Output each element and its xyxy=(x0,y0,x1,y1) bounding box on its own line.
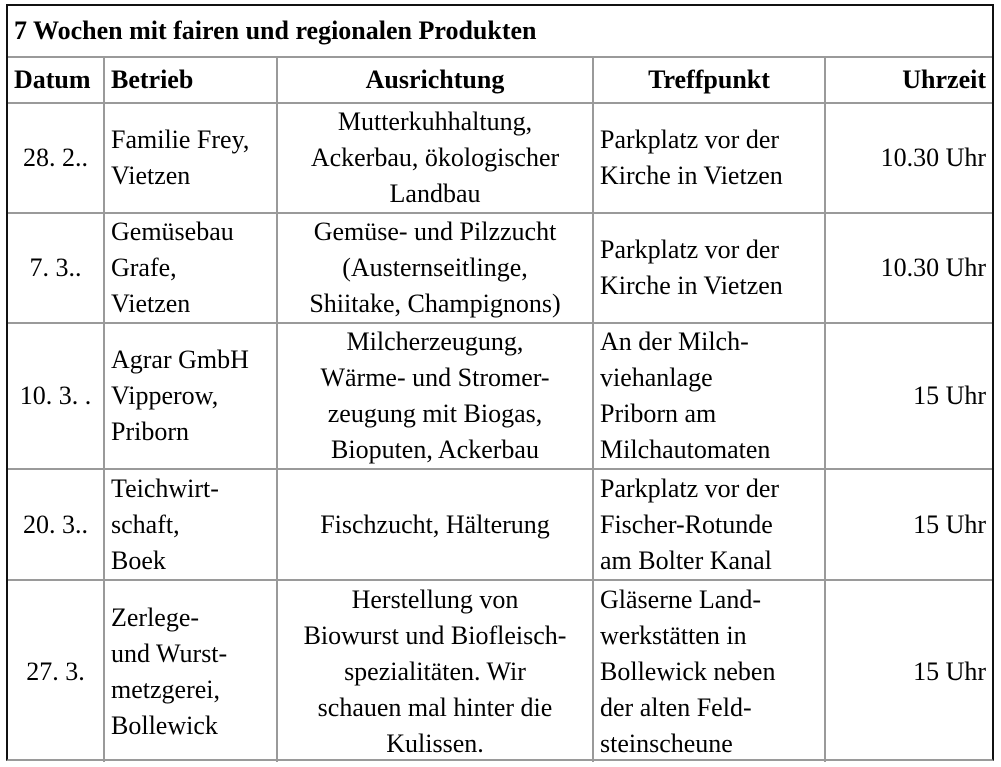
cell-line: Gemüsebau xyxy=(111,217,234,246)
table-title: 7 Wochen mit fairen und regionalen Produkten xyxy=(8,6,992,57)
cell-focus xyxy=(277,323,593,469)
cell-line: viehanlage xyxy=(600,363,713,392)
cell-line: Parkplatz vor der xyxy=(600,473,780,503)
cell-farm xyxy=(104,213,277,323)
cell-farm xyxy=(104,323,277,469)
table-header-row xyxy=(8,57,992,103)
cell-focus xyxy=(277,213,593,323)
cell-line: metzgerei, xyxy=(111,674,220,704)
cell-line: der alten Feld- xyxy=(600,692,752,722)
cell-date: 28. 2.. xyxy=(8,103,104,213)
cell-farm xyxy=(104,103,277,213)
header-farm: Betrieb xyxy=(104,57,277,103)
cell-line: Gemüse- und Pilzzucht xyxy=(313,217,557,246)
cell-line: Priborn xyxy=(111,417,189,446)
cell-line: Agrar GmbH xyxy=(111,345,249,374)
header-meeting-point: Treffpunkt xyxy=(593,57,825,103)
cell-time: 10.30 Uhr xyxy=(825,103,992,213)
cell-line: Kirche in Vietzen xyxy=(600,271,783,300)
table-row xyxy=(8,469,992,580)
cell-line: Teichwirt- xyxy=(111,473,219,503)
events-table xyxy=(8,6,992,762)
cell-date: 20. 3.. xyxy=(8,469,104,580)
cell-line: am Bolter Kanal xyxy=(600,545,772,575)
cell-line: werkstätten in xyxy=(600,620,747,650)
cell-line: Gläserne Land- xyxy=(600,584,761,614)
cell-line: Vietzen xyxy=(111,289,191,318)
cell-line: Mutterkuhhaltung, xyxy=(337,107,533,136)
cell-meeting-point xyxy=(593,323,825,469)
cell-line: schaft, xyxy=(111,509,180,539)
cell-line: Zerlege- xyxy=(111,602,200,632)
table-row xyxy=(8,580,992,762)
cell-time: 10.30 Uhr xyxy=(825,213,992,323)
cell-meeting-point xyxy=(593,213,825,323)
cell-farm xyxy=(104,469,277,580)
cell-focus xyxy=(277,103,593,213)
cell-focus xyxy=(277,580,593,762)
cell-line: Vietzen xyxy=(111,161,191,190)
cell-line: Kulissen. xyxy=(386,728,484,758)
cell-meeting-point xyxy=(593,580,825,762)
cell-time: 15 Uhr xyxy=(825,323,992,469)
header-focus: Ausrichtung xyxy=(277,57,593,103)
cell-line: Ackerbau, ökologischer xyxy=(310,143,560,172)
table-row xyxy=(8,103,992,213)
cell-line: Landbau xyxy=(389,179,481,208)
cell-focus xyxy=(277,469,593,580)
cell-line: spezialitäten. Wir xyxy=(344,656,526,686)
cell-line: Fischer-Rotunde xyxy=(600,509,773,539)
cell-line: Herstellung von xyxy=(351,584,519,614)
cell-line: Wärme- und Stromer- xyxy=(320,363,550,392)
cell-line: Kirche in Vietzen xyxy=(600,161,783,190)
header-date: Datum xyxy=(8,57,104,103)
cell-meeting-point xyxy=(593,103,825,213)
cell-line: und Wurst- xyxy=(111,638,228,668)
cell-line: Parkplatz vor der xyxy=(600,235,780,264)
cell-meeting-point xyxy=(593,469,825,580)
cell-line: schauen mal hinter die xyxy=(317,692,553,722)
cell-date: 10. 3. . xyxy=(8,323,104,469)
cell-line: Biowurst und Biofleisch- xyxy=(303,620,567,650)
cell-line: An der Milch- xyxy=(600,327,749,356)
cell-line: Boek xyxy=(111,545,166,575)
cell-date: 7. 3.. xyxy=(8,213,104,323)
table-row xyxy=(8,213,992,323)
cell-line: Familie Frey, xyxy=(111,125,250,154)
cell-farm xyxy=(104,580,277,762)
cell-line: Shiitake, Champignons) xyxy=(309,289,561,318)
cell-line: (Austernseitlinge, xyxy=(342,253,528,282)
cell-line: Grafe, xyxy=(111,253,177,282)
cell-line: Parkplatz vor der xyxy=(600,125,780,154)
cell-line: Fischzucht, Hälterung xyxy=(320,509,550,539)
cell-time: 15 Uhr xyxy=(825,469,992,580)
cell-line: Vipperow, xyxy=(111,381,219,410)
cell-time: 15 Uhr xyxy=(825,580,992,762)
cell-line: Bollewick neben xyxy=(600,656,776,686)
cell-line: Bioputen, Ackerbau xyxy=(331,435,539,464)
events-table-container xyxy=(6,4,994,761)
header-time: Uhrzeit xyxy=(825,57,992,103)
table-title-row xyxy=(8,6,992,57)
cell-line: Milchautomaten xyxy=(600,435,771,464)
cell-line: Bollewick xyxy=(111,710,218,740)
table-row xyxy=(8,323,992,469)
cell-line: zeugung mit Biogas, xyxy=(327,399,543,428)
cell-line: Priborn am xyxy=(600,399,717,428)
cell-date: 27. 3. xyxy=(8,580,104,762)
cell-line: steinscheune xyxy=(600,728,733,758)
cell-line: Milcherzeugung, xyxy=(346,327,524,356)
